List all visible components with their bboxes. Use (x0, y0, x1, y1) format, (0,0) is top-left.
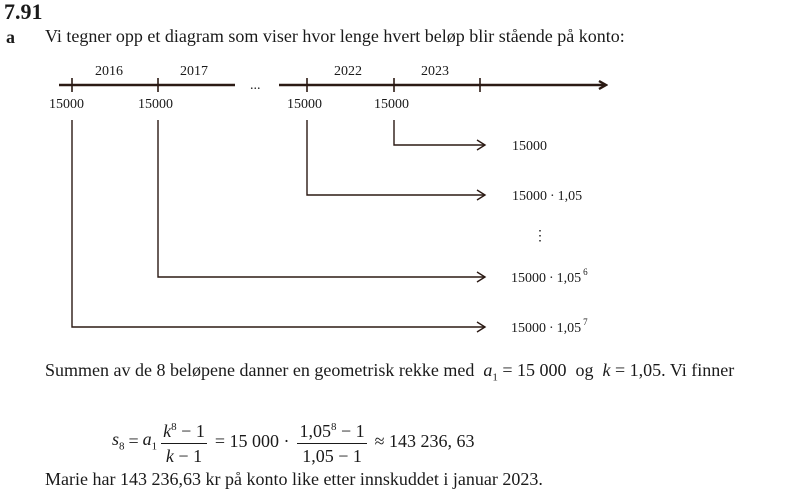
explanation-text-after: . Vi finner (661, 360, 735, 380)
a1-value: = 15 000 (502, 360, 567, 380)
growth-arrow-2016 (72, 120, 485, 327)
vertical-ellipsis: ⋮ (533, 229, 547, 244)
result-value: 15000 · 1,05 (512, 189, 583, 204)
timeline-segment-1 (59, 78, 235, 92)
k-value: = 1,05 (615, 360, 662, 380)
approx-result: ≈ 143 236, 63 (374, 430, 475, 451)
a1-symbol: a (483, 360, 493, 380)
and-word: og (575, 360, 594, 380)
year-label-2017: 2017 (180, 64, 208, 79)
problem-number: 7.91 (4, 0, 43, 24)
explanation-paragraph (45, 357, 785, 392)
formula-a1: $a_1$ (142, 429, 158, 453)
fraction-numeric: $\frac{1,05^8 - 1}{1,05 - 1}$ (297, 416, 366, 467)
year-label-2023: 2023 (421, 64, 449, 79)
equals-substitution: = 15 000 · (214, 430, 290, 451)
sum-formula (112, 413, 475, 469)
result-value: 15000 · 1,05 $^6$ (511, 267, 588, 286)
deposit-label: 15000 (138, 97, 173, 112)
result-value: 15000 (512, 139, 547, 154)
a1-subscript: 1 (492, 371, 498, 384)
k-symbol: k (602, 360, 611, 380)
year-label-2016: 2016 (95, 64, 123, 79)
formula-lhs: $s_8$ (112, 429, 125, 453)
part-label: a (6, 27, 15, 47)
growth-arrow-2022 (307, 120, 485, 195)
result-value: 15000 · 1,05 $^7$ (511, 317, 588, 336)
explanation-text: Summen av de 8 beløpene danner en geometrisk rekke med (45, 360, 475, 380)
timeline-segment-2 (279, 78, 606, 92)
intro-text: Vi tegner opp et diagram som viser hvor lenge hvert beløp blir stående på konto: (45, 26, 625, 46)
conclusion-text: Marie har 143 236,63 kr på konto like etter innskuddet i januar 2023. (45, 469, 543, 489)
deposit-label: 15000 (374, 97, 409, 112)
equals-sign: = (128, 430, 139, 451)
deposit-label: 15000 (49, 97, 84, 112)
growth-arrow-2017 (158, 120, 485, 277)
year-label-2022: 2022 (334, 64, 362, 79)
growth-arrow-2023 (394, 120, 485, 145)
deposit-label: 15000 (287, 97, 322, 112)
fraction-general: $\frac{k^8 - 1}{k - 1}$ (161, 416, 207, 467)
timeline-ellipsis: ... (250, 78, 261, 93)
